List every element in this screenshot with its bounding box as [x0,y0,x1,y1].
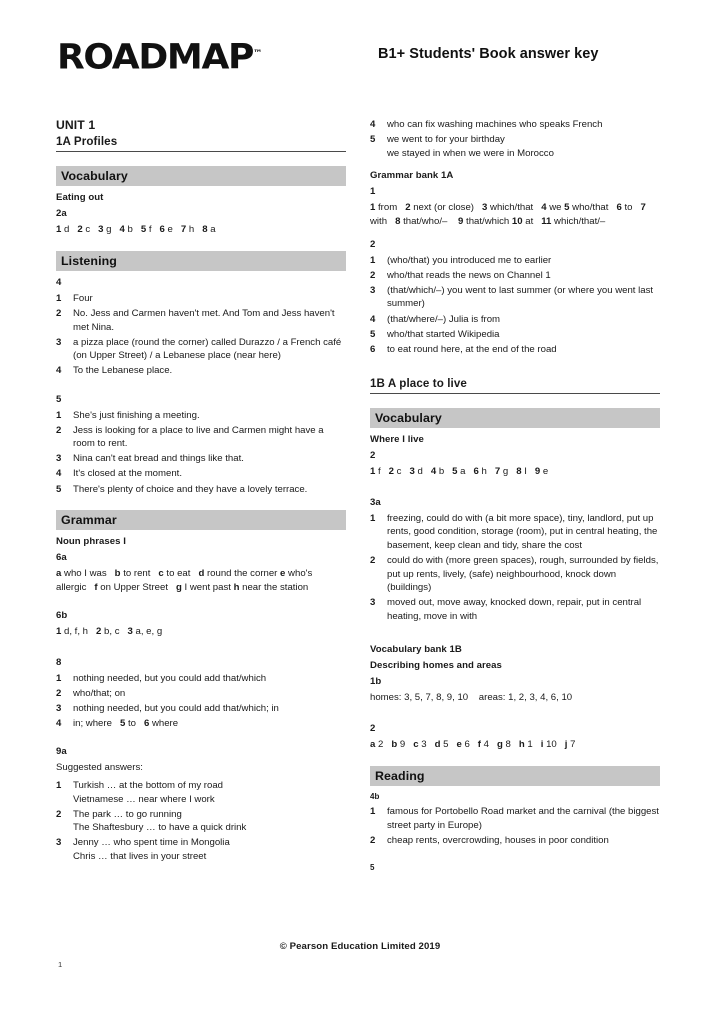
spacer [56,643,346,657]
spacer [370,625,660,644]
unit-title: UNIT 1 [56,118,96,132]
answer-text: we went to for your birthday we stayed in when we were in Morocco [387,134,554,159]
answer-number: 4 [56,468,62,480]
spacer [370,709,660,723]
answer-item [370,834,660,848]
answer-item [370,554,660,595]
answer-number: 4 [370,119,376,130]
answer-number: 6 [370,343,376,355]
exercise-label-9a: 9a [56,745,67,757]
answer-item [56,717,346,731]
answer-text: No. Jess and Carmen haven't met. And Tom and Jess haven't met Nina. [73,308,335,333]
answers-3a [370,512,660,624]
spacer [56,596,346,610]
answer-number: 1 [370,512,376,524]
answer-item [370,343,660,357]
answer-item [370,269,660,283]
answer-item [370,328,660,342]
answers-gb2 [370,254,660,357]
roadmap-logo [57,34,262,78]
continued-answers [370,118,660,160]
subhead-grammar-bank-1a: Grammar bank 1A [370,170,454,182]
exercise-label-4b: 4b [370,792,380,802]
answer-text: To the Lebanese place. [73,365,173,377]
answer-number: 1 [56,672,62,684]
answer-text: (that/where/–) Julia is from [387,313,501,325]
answer-number: 1 [56,409,62,421]
answer-text: moved out, move away, knocked down, repair, put in central heating, move in with [387,597,642,622]
answer-number: 2 [370,834,376,846]
answer-number: 3 [56,336,62,348]
answer-item [56,687,346,701]
exercise-label-5: 5 [56,393,62,405]
spacer [370,483,660,497]
answer-text: freezing, could do with (a bit more space), tiny, landlord, put up rents, good condition, storage (room), put in central heating, the basement, keep clean and tidy, share the cost [387,512,658,552]
exercise-label-8: 8 [56,656,62,668]
answer-item [370,512,660,553]
answer-text: She's just finishing a meeting. [73,409,200,421]
subhead-vocabulary-bank-1b: Vocabulary bank 1B [370,644,462,656]
answers-6a: a who I was b to rent c to eat d round the corner e who's allergic f on Upper Street g I went past h near the station [56,568,313,594]
answer-number: 4 [56,717,62,729]
exercise-label-2a: 2a [56,208,67,219]
answer-item [56,779,346,806]
subhead-noun-phrases: Noun phrases I [56,536,127,548]
answer-number: 4 [56,365,62,377]
answer-item [56,409,346,423]
answer-number: 2 [56,808,62,820]
section-header-vocabulary-1b: Vocabulary [370,408,660,428]
answer-text: (who/that) you introduced me to earlier [387,254,552,266]
answers-vb-2: a 2 b 9 c 3 d 5 e 6 f 4 g 8 h 1 i 10 j 7 [370,739,576,751]
answer-number: 1 [370,806,376,818]
section-header-vocabulary: Vocabulary [56,166,346,186]
answer-text: famous for Portobello Road market and the carnival (the biggest street party in Europe) [387,806,659,831]
spacer [56,380,346,394]
exercise-label-4: 4 [56,277,62,288]
right-column [370,118,660,876]
answer-text: cheap rents, overcrowding, houses in poor condition [387,834,609,846]
answers-gb1: 1 from 2 next (or close) 3 which/that 4 we 5 who/that 6 to 7 with 8 that/who/– 9 that/which 10 at 11 which/that/– [370,202,646,228]
subhead-where-i-live: Where I live [370,433,424,445]
answers-6b: 1 d, f, h 2 b, c 3 a, e, g [56,625,163,637]
answer-text: nothing needed, but you could add that/which [73,672,267,684]
answer-text: who can fix washing machines who speaks French [387,119,603,130]
subhead-describing-homes: Describing homes and areas [370,660,502,672]
answer-text: It's closed at the moment. [73,468,183,480]
document-title: B1+ Students' Book answer key [378,46,599,62]
answer-item [370,313,660,327]
answer-item [370,118,660,132]
answer-text: to eat round here, at the end of the road [387,343,557,355]
answers-4b [370,805,660,847]
exercise-label-6b: 6b [56,609,68,621]
spacer [370,230,660,239]
answer-number: 4 [370,313,376,325]
answer-item [56,307,346,334]
answer-text: who/that reads the news on Channel 1 [387,269,551,281]
answer-item [370,596,660,623]
answer-item [56,483,346,497]
exercise-label-gb2: 2 [370,238,376,250]
exercise-label-gb1: 1 [370,186,376,198]
answer-item [56,424,346,451]
answer-item [56,672,346,686]
answers-vb-1b: homes: 3, 5, 7, 8, 9, 10 areas: 1, 2, 3, 4, 6, 10 [370,692,573,704]
spacer [56,732,346,746]
answer-number: 1 [56,293,62,304]
answer-text: nothing needed, but you could add that/which; in [73,702,279,714]
answers-listening-5 [56,409,346,497]
answer-item [56,836,346,863]
answer-text: The park … to go running The Shaftesbury … to have a quick drink [73,808,247,834]
answer-item [370,254,660,268]
answer-number: 5 [56,483,62,495]
answer-item [56,467,346,481]
answer-text: (that/which/–) you went to last summer (or where you went last summer) [387,284,654,310]
copyright-notice: © Pearson Education Limited 2019 [279,941,441,952]
answers-9a [56,779,346,864]
answer-text: Jenny … who spent time in Mongolia Chris … that lives in your street [73,837,230,863]
answer-item [56,808,346,835]
left-column [56,118,346,865]
exercise-label-vb2: 2 [370,723,376,735]
answers-2a: 1 d 2 c 3 g 4 b 5 f 6 e 7 h 8 a [56,224,216,235]
answer-item [370,133,660,160]
answer-item [56,702,346,716]
lesson-title-1a: 1A Profiles [56,135,346,152]
exercise-label-2: 2 [370,449,376,461]
answer-text: a pizza place (round the corner) called Durazzo / a French café (on Upper Street) / a Lebanese place (near here) [73,336,342,362]
section-header-grammar: Grammar [56,510,346,530]
answers-1b-2: 1 f 2 c 3 d 4 b 5 a 6 h 7 g 8 I 9 e [370,465,549,477]
logo-wordmark: ROADMAP [57,37,254,78]
answers-listening-4 [56,292,346,378]
answer-text: Nina can't eat bread and things like that. [73,453,244,465]
page-masthead [0,34,720,94]
answer-number: 2 [370,555,376,567]
answer-text: who/that; on [73,687,126,699]
section-header-listening: Listening [56,251,346,271]
exercise-label-1b: 1b [370,676,382,688]
answer-item [56,452,346,466]
spacer [370,358,660,377]
suggested-answers-lead: Suggested answers: [56,761,143,773]
answer-text: There's plenty of choice and they have a lovely terrace. [73,483,308,495]
answer-number: 3 [56,837,62,849]
answer-number: 2 [56,687,62,699]
answer-text: in; where 5 to 6 where [73,717,179,729]
answer-number: 1 [56,780,62,792]
answer-number: 5 [370,328,376,340]
section-header-reading: Reading [370,766,660,786]
answer-item [370,805,660,832]
answer-text: who/that started Wikipedia [387,328,500,340]
answer-number: 5 [370,134,376,146]
exercise-label-6a: 6a [56,552,67,564]
answers-8 [56,672,346,731]
answer-item [56,364,346,378]
answer-item [56,292,346,306]
lesson-title-1b: 1B A place to live [370,377,660,394]
subhead-eating-out: Eating out [56,192,104,203]
answer-text: Four [73,293,93,304]
answer-item [370,284,660,311]
answer-number: 3 [56,702,62,714]
answer-text: Turkish … at the bottom of my road Vietnamese … near where I work [73,780,224,805]
trademark-symbol: ™ [253,49,263,59]
exercise-label-5-reading: 5 [370,862,375,872]
answer-number: 3 [370,284,376,296]
answer-item [56,336,346,363]
answer-number: 2 [370,269,376,281]
exercise-label-3a: 3a [370,496,381,508]
answer-number: 2 [56,424,62,436]
answer-number: 1 [370,254,376,266]
page-number: 1 [58,960,63,969]
answer-number: 2 [56,308,62,320]
answer-number: 3 [370,597,376,609]
answer-number: 3 [56,453,62,465]
spacer [370,849,660,863]
answer-text: Jess is looking for a place to live and Carmen might have a room to rent. [73,424,324,450]
answer-text: could do with (more green spaces), rough, surrounded by fields, put up rents, lively, (safe) neighbourhood, knock down (buildings) [387,555,659,594]
